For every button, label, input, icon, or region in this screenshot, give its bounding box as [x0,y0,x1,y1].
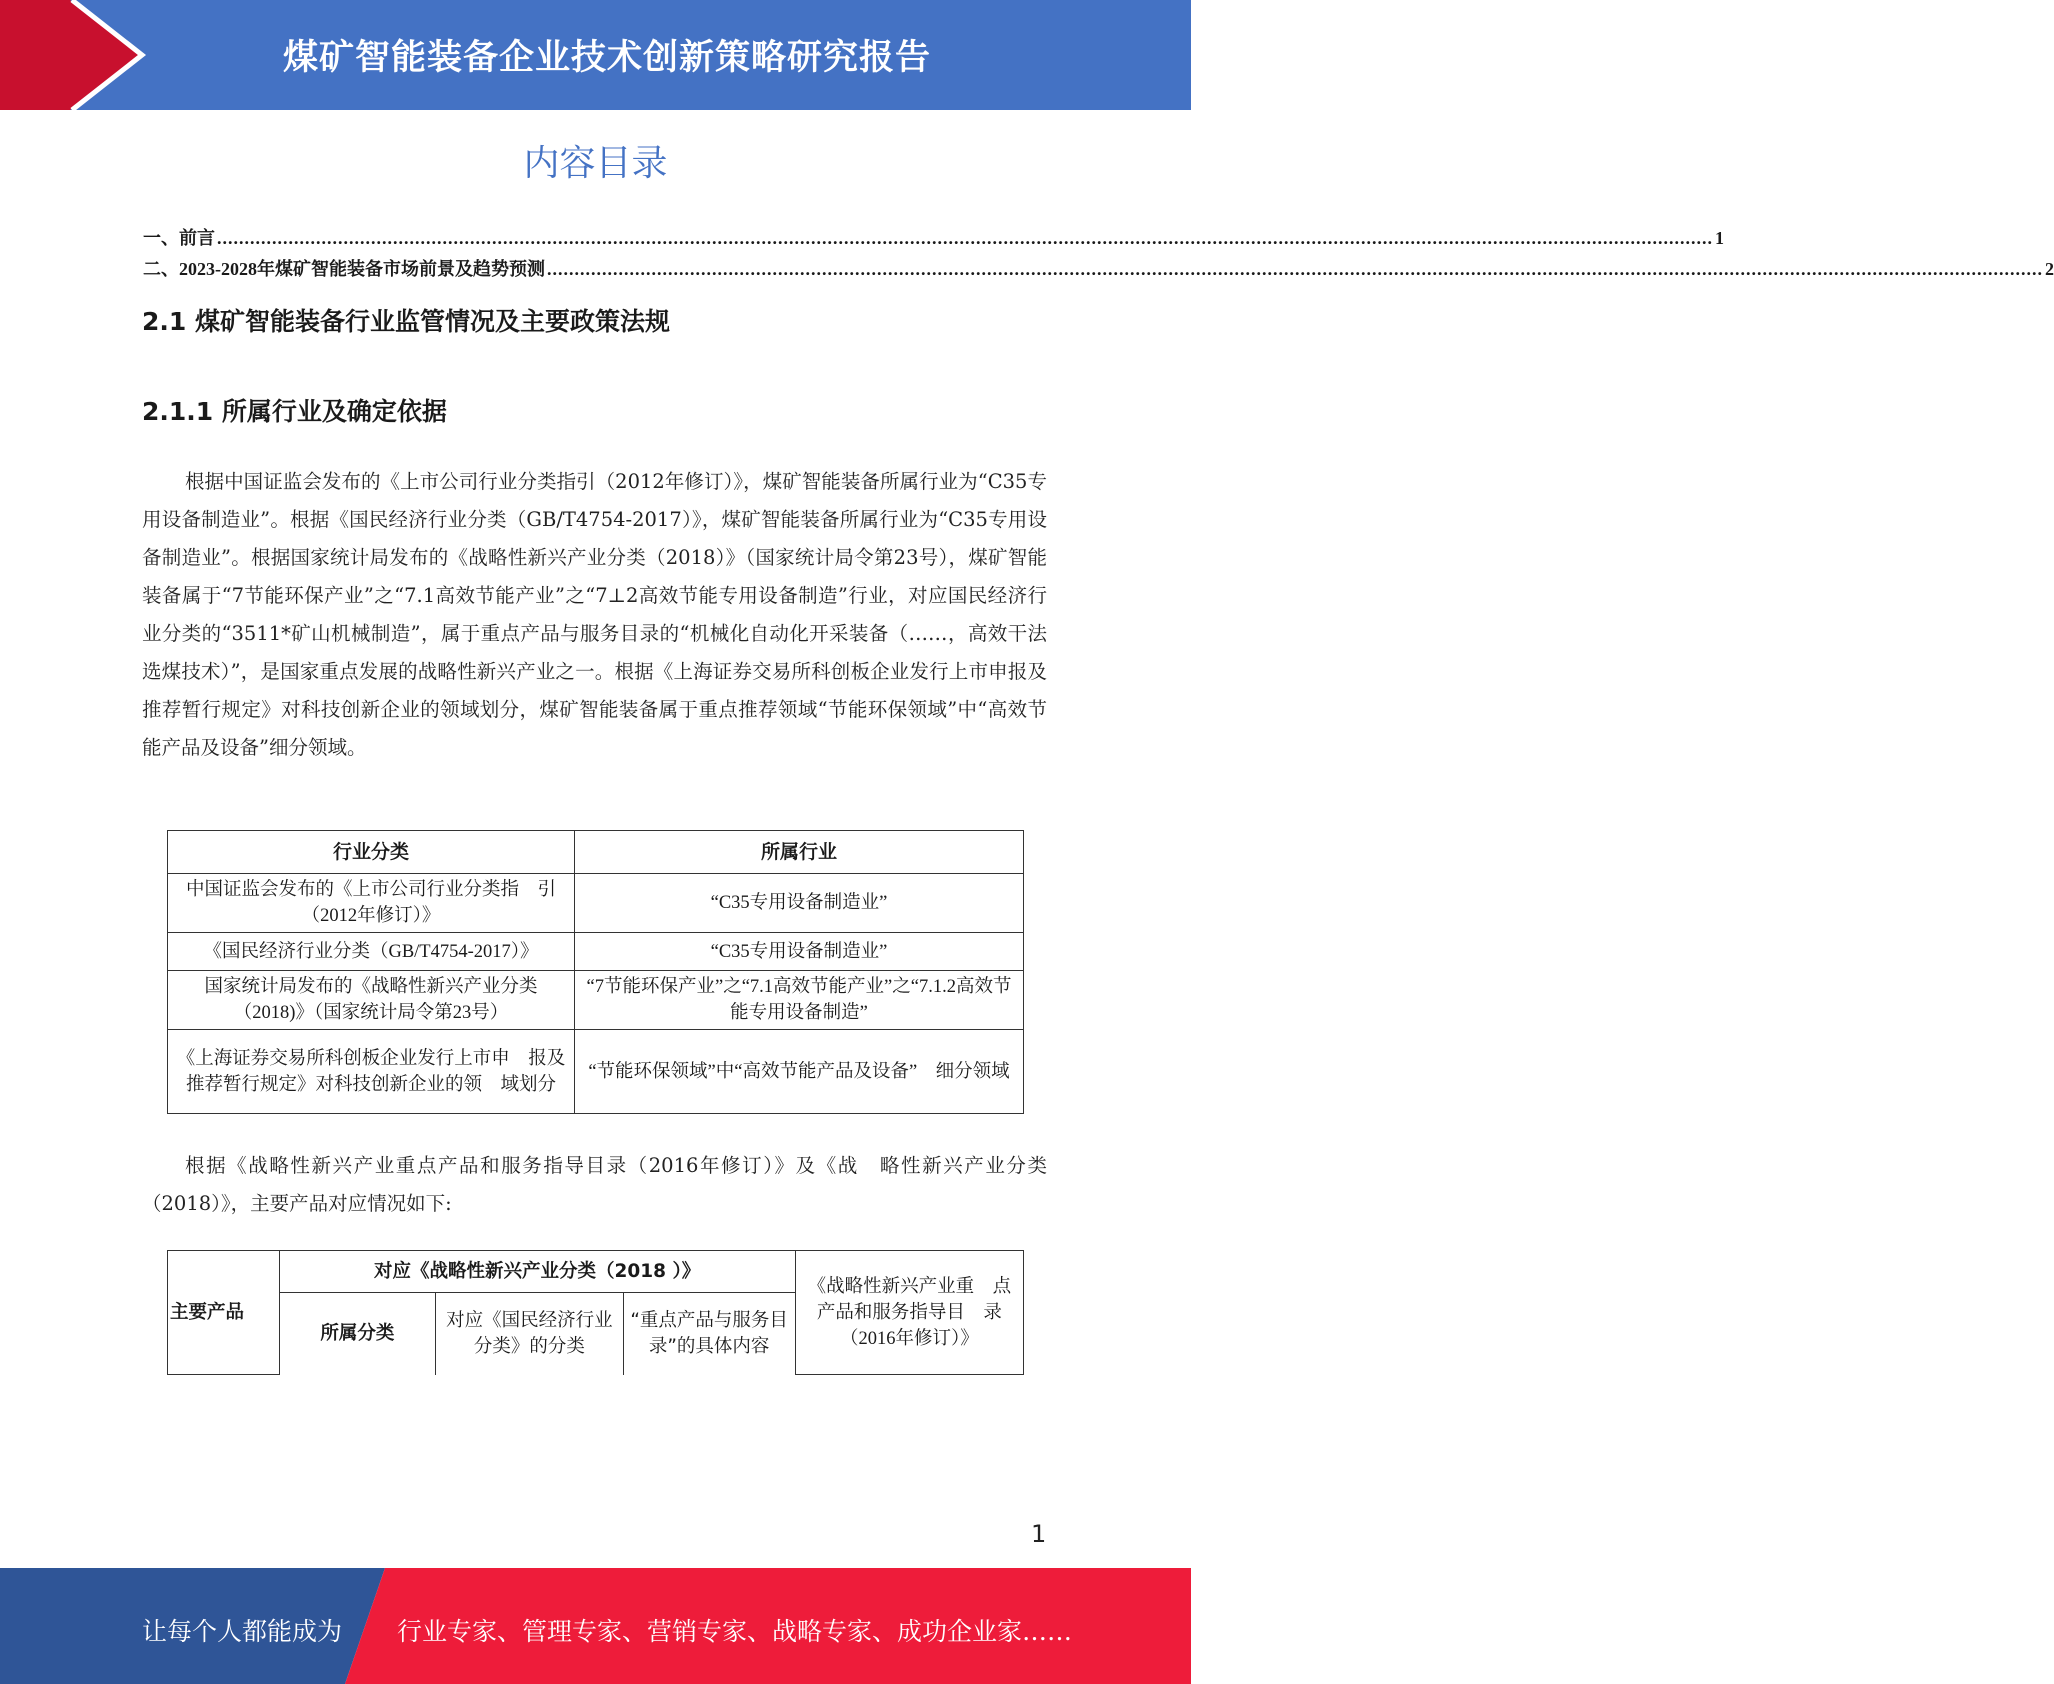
toc-leader-dots: ................................................................................................................................................................................................................................................................................ [217,228,1713,248]
page-number: 1 [1031,1520,1047,1548]
section-heading-2-1-1: 2.1.1 所属行业及确定依据 [142,397,447,426]
footer-banner [0,1568,1191,1684]
toc-leader-dots: ................................................................................................................................................................................................................................................................................ [547,259,2043,279]
table-row [168,1030,1024,1114]
industry-classification-table [167,830,1024,1114]
table-header-cell: “重点产品与服务目录”的具体内容 [623,1293,795,1375]
table-cell: 国家统计局发布的《战略性新兴产业分类（2018)》（国家统计局令第23号） [168,971,575,1030]
body-paragraph-2: 根据《战略性新兴产业重点产品和服务指导目录（2016年修订）》及《战 略性新兴产业分类（2018）》，主要产品对应情况如下: [142,1154,1047,1215]
toc-item-label: 二、2023-2028年煤矿智能装备市场前景及趋势预测 [143,259,545,279]
table-header-cell: 对应《国民经济行业分类》的分类 [436,1293,623,1375]
toc-item-label: 一、前言 [143,228,215,248]
report-title: 煤矿智能装备企业技术创新策略研究报告 [283,38,932,78]
table-row [168,933,1024,971]
table-cell: “C35专用设备制造业” [575,874,1024,933]
table-header-cell: 对应《战略性新兴产业分类（2018 ）》 [279,1251,795,1293]
toc-item-page: 1 [1715,228,1724,248]
header-banner [0,0,1191,110]
table-header-row [168,1251,1024,1293]
footer-slogan-right: 行业专家、管理专家、营销专家、战略专家、成功企业家…… [397,1617,1073,1646]
toc-item-2[interactable] [143,255,2054,281]
table-header-cell: 《战略性新兴产业重 点产品和服务指导目 录（2016年修订）》 [795,1251,1023,1375]
body-paragraph-1: 根据中国证监会发布的《上市公司行业分类指引（2012年修订）》，煤矿智能装备所属行业为“C35专用设备制造业”。根据《国民经济行业分类（GB/T4754-2017）》，煤矿智能装备所属行业为“C35专用设备制造业”。根据国家统计局发布的《战略性新兴产业分类（2018）》（国家统计局令第23号），煤矿智能装备属于“7节能环保产业”之“7.1高效节能产业”之“7⊥2高效节能专用设备制造”行业，对应国民经济行业分类的“3511*矿山机械制造”，属于重点产品与服务目录的“机械化自动化开采装备（……，高效干法选煤技术）”，是国家重点发展的战略性新兴产业之一。根据《上海证券交易所科创板企业发行上市申报及推荐暂行规定》对科技创新企业的领域划分，煤矿智能装备属于重点推荐领域“节能环保领域”中“高效节能产品及设备”细分领域。 [142,470,1047,759]
toc-item-page: 2 [2045,259,2054,279]
product-mapping-table [167,1250,1024,1375]
table-cell: 《国民经济行业分类（GB/T4754-2017）》 [168,933,575,971]
table-header-cell: 主要产品 [168,1251,280,1375]
table-header-cell: 行业分类 [168,831,575,874]
section-heading-2-1: 2.1 煤矿智能装备行业监管情况及主要政策法规 [142,307,670,336]
table-cell: 中国证监会发布的《上市公司行业分类指 引（2012年修订）》 [168,874,575,933]
table-header-cell: 所属行业 [575,831,1024,874]
table-header-cell: 所属分类 [279,1293,436,1375]
toc-heading: 内容目录 [523,143,668,184]
table-row [168,971,1024,1030]
footer-slogan-left: 让每个人都能成为 [142,1617,343,1646]
toc-item-1[interactable] [143,224,1724,250]
table-cell: 《上海证券交易所科创板企业发行上市申 报及推荐暂行规定》对科技创新企业的领 域划分 [168,1030,575,1114]
table-row [168,874,1024,933]
table-header-row [168,831,1024,874]
table-cell: “7节能环保产业”之“7.1高效节能产业”之“7.1.2高效节能专用设备制造” [575,971,1024,1030]
table-cell: “C35专用设备制造业” [575,933,1024,971]
table-cell: “节能环保领域”中“高效节能产品及设备” 细分领域 [575,1030,1024,1114]
